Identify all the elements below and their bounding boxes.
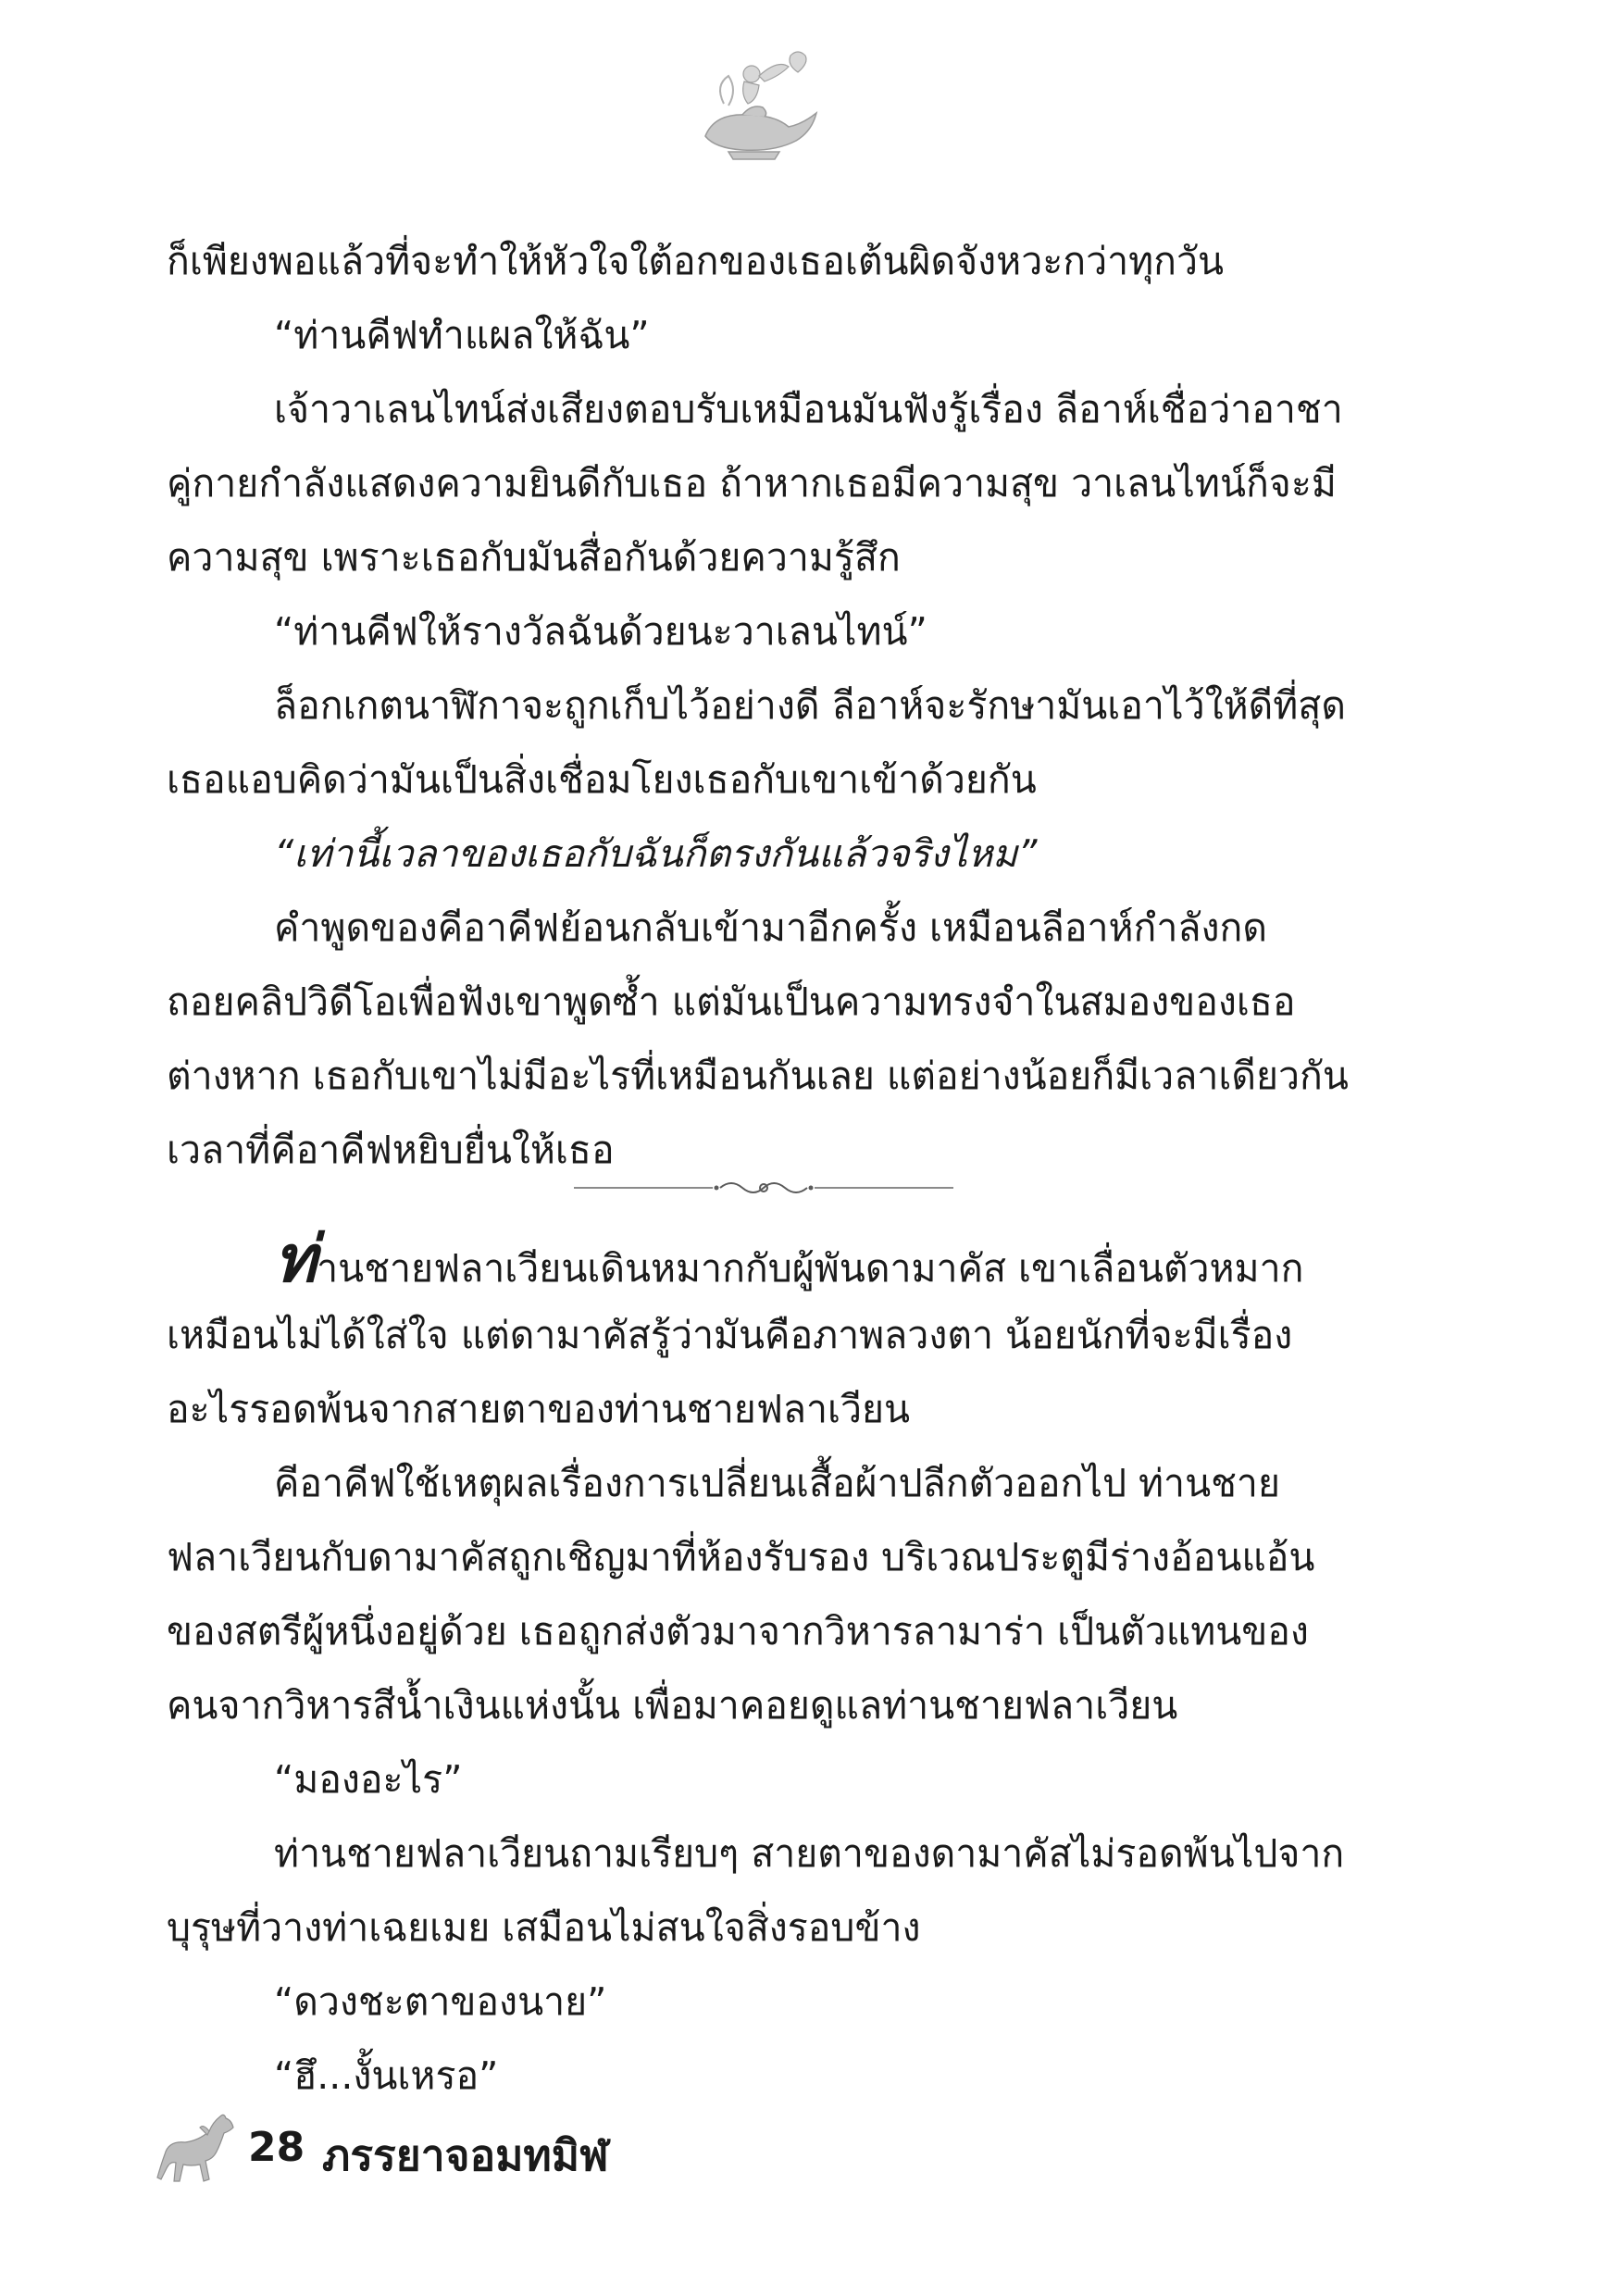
text-line: “ดวงชะตาของนาย” [274, 1979, 607, 2024]
text-line: เวลาที่คีอาคีฟหยิบยื่นให้เธอ [167, 1128, 615, 1172]
page-number: 28 [248, 2124, 305, 2171]
text-line: คำพูดของคีอาคีฟย้อนกลับเข้ามาอีกครั้ง เหมือนลีอาห์กำลังกด [274, 905, 1267, 950]
page-footer [148, 2103, 796, 2196]
text-line: คู่กายกำลังแสดงความยินดีกับเธอ ถ้าหากเธอมีความสุข วาเลนไทน์ก็จะมี [167, 461, 1337, 505]
text-line: ล็อกเกตนาฬิกาจะถูกเก็บไว้อย่างดี ลีอาห์จะรักษามันเอาไว้ให้ดีที่สุด [274, 683, 1346, 728]
text-line: บุรุษที่วางท่าเฉยเมย เสมือนไม่สนใจสิ่งรอบข้าง [167, 1905, 921, 1950]
text-line: เธอแอบคิดว่ามันเป็นสิ่งเชื่อมโยงเธอกับเขาเข้าด้วยกัน [167, 757, 1037, 802]
text-line: “ฮึ...งั้นเหรอ” [274, 2053, 499, 2098]
text-line: ฟลาเวียนกับดามาคัสถูกเชิญมาที่ห้องรับรอง บริเวณประตูมีร่างอ้อนแอ้น [167, 1535, 1315, 1579]
horse-icon [148, 2103, 241, 2196]
text-line: ของสตรีผู้หนึ่งอยู่ด้วย เธอถูกส่งตัวมาจากวิหารลามาร่า เป็นตัวแทนของ [167, 1609, 1309, 1653]
text-line: “ท่านคีฟทำแผลให้ฉัน” [274, 313, 650, 357]
italic-quote-line: “เท่านี้เวลาของเธอกับฉันก็ตรงกันแล้วจริงไหม” [274, 831, 1038, 876]
genie-lamp-icon [687, 48, 826, 164]
text-line: “ท่านคีฟให้รางวัลฉันด้วยนะวาเลนไทน์” [274, 609, 927, 654]
text-line: เจ้าวาเลนไทน์ส่งเสียงตอบรับเหมือนมันฟังรู้เรื่อง ลีอาห์เชื่อว่าอาชา [274, 387, 1343, 431]
text-line: านชายฟลาเวียนเดินหมากกับผู้พันดามาคัส เขาเลื่อนตัวหมาก [317, 1246, 1304, 1291]
text-line: ก็เพียงพอแล้วที่จะทำให้หัวใจใต้อกของเธอเต้นผิดจังหวะกว่าทุกวัน [167, 239, 1225, 283]
text-line: อะไรรอดพ้นจากสายตาของท่านชายฟลาเวียน [167, 1387, 911, 1431]
text-line: เหมือนไม่ได้ใส่ใจ แต่ดามาคัสรู้ว่ามันคือภาพลวงตา น้อยนักที่จะมีเรื่อง [167, 1313, 1293, 1357]
drop-cap: ท่ [274, 1221, 317, 1297]
text-line: ถอยคลิปวิดีโอเพื่อฟังเขาพูดซ้ำ แต่มันเป็นความทรงจำในสมองของเธอ [167, 980, 1296, 1024]
text-line: “มองอะไร” [274, 1757, 463, 1802]
text-line: คนจากวิหารสีน้ำเงินแห่งนั้น เพื่อมาคอยดูแลท่านชายฟลาเวียน [167, 1683, 1178, 1728]
text-line: ความสุข เพราะเธอกับมันสื่อกันด้วยความรู้สึก [167, 535, 901, 580]
text-line: ท่านชายฟลาเวียนถามเรียบๆ สายตาของดามาคัสไม่รอดพ้นไปจาก [274, 1831, 1345, 1876]
text-line: คีอาคีฟใช้เหตุผลเรื่องการเปลี่ยนเสื้อผ้าปลีกตัวออกไป ท่านชาย [274, 1461, 1280, 1505]
book-title: ภรรยาจอมทมิฬ [322, 2130, 609, 2180]
chapter-first-line [274, 1221, 1304, 1297]
text-line: ต่างหาก เธอกับเขาไม่มีอะไรที่เหมือนกันเลย แต่อย่างน้อยก็มีเวลาเดียวกัน [167, 1054, 1349, 1098]
flourish-divider-icon [574, 1169, 953, 1206]
